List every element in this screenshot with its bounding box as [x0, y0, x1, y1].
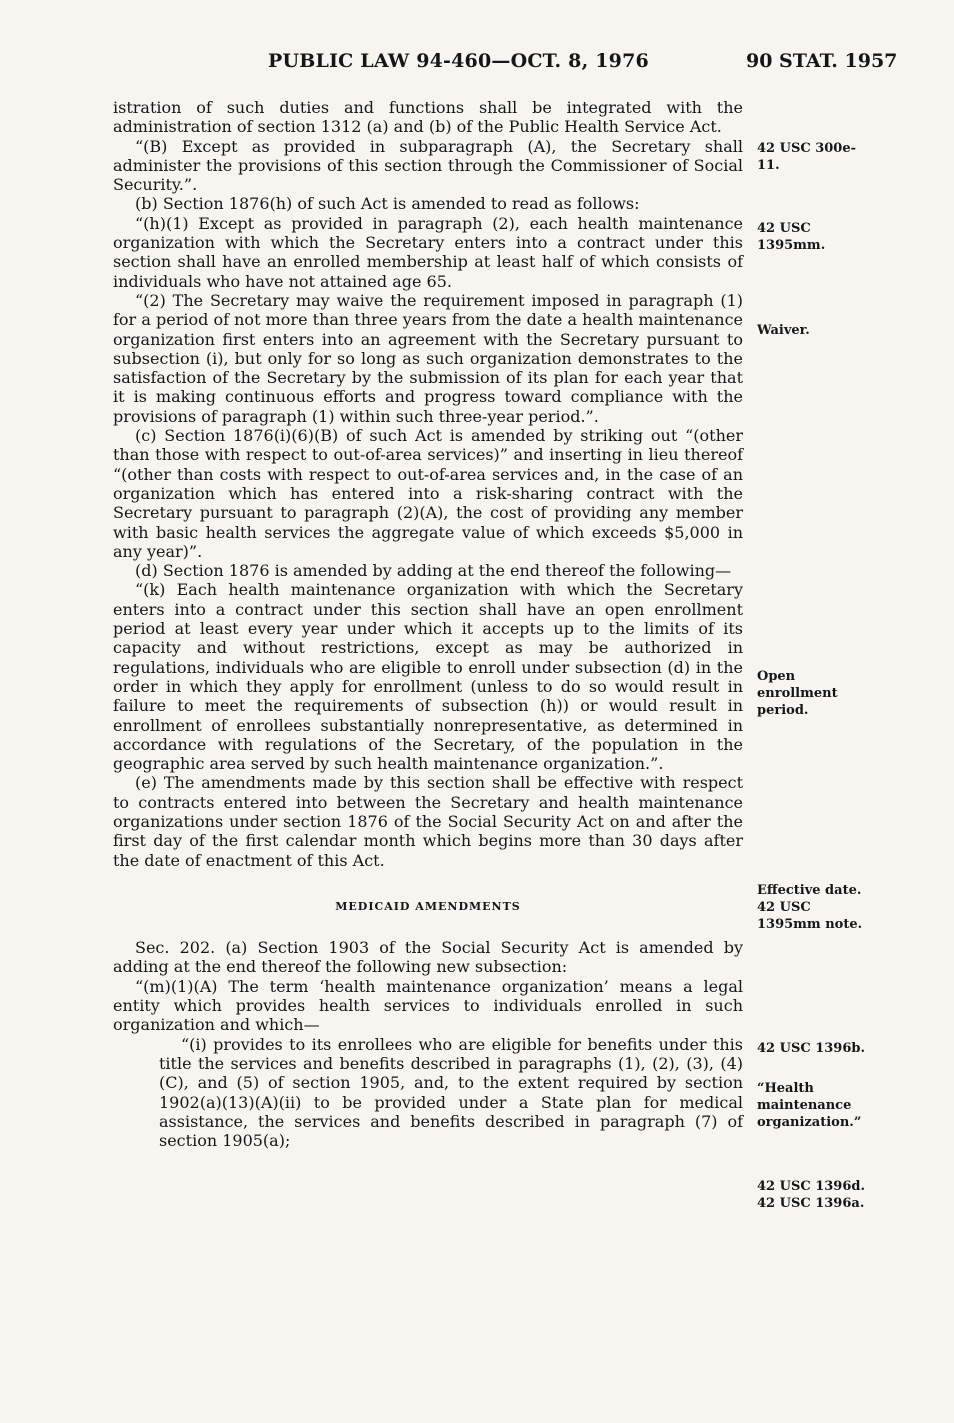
margin-note-300e: 42 USC 300e-11. — [757, 141, 857, 173]
margin-note-waiver: Waiver. — [757, 323, 810, 338]
paragraph-section-b: (b) Section 1876(h) of such Act is amended to read as follows: — [135, 194, 640, 214]
margin-note-1396d-1396a: 42 USC 1396d. 42 USC 1396a. — [757, 1179, 866, 1211]
page-header — [0, 50, 954, 80]
paragraph-k: “(k) Each health maintenance organization with which the Secretary enters into a contract under this section shall have an open enrollment period at least every year under which it accepts up to the limits of its capacity and without restrictions, except as may be authorized in regulations, individuals who are eligible to enroll under subsection (d) in the order in which they apply for enrollment (unless to do so would result in failure to meet the requirements of subsection (h)) or would result in enrollment of enrollees substantially nonrepresentative, as determined in accordance with regulations of the Secretary, of the population in the geographic area served by such health maintenance organization.”. — [113, 580, 743, 774]
paragraph-sec-202: Sec. 202. (a) Section 1903 of the Social Security Act is amended by adding at the end thereof the following new subsection: — [113, 938, 743, 977]
paragraph-continuation: istration of such duties and functions shall be integrated with the administration of section 1312 (a) and (b) of the Public Health Service Act. — [113, 98, 743, 137]
margin-note-hmo-definition: “Health maintenance organization.” — [757, 1081, 862, 1130]
paragraph-clause-i: “(i) provides to its enrollees who are eligible for benefits under this title the services and benefits described in paragraphs (1), (2), (3), (4)(C), and (5) of section 1905, and, to the extent required by section 1902(a)(13)(A)(ii) to be provided under a State plan for medical assistance, the services and benefits described in paragraph (7) of section 1905(a); — [159, 1034, 743, 1151]
margin-note-1396b: 42 USC 1396b. — [757, 1041, 866, 1056]
paragraph-h2: “(2) The Secretary may waive the requirement imposed in paragraph (1) for a period of not more than three years from the date a health maintenance organization first enters into an agreement with the Secretary pursuant to subsection (i), but only for so long as such organization demonstrates to the satisfaction of the Secretary by the submission of its plan for each year that it is making continuous efforts and progress toward compliance with the provisions of paragraph (1) within such three-year period.”. — [113, 290, 743, 426]
paragraph-subparagraph-b: “(B) Except as provided in subparagraph (A), the Secretary shall administer the provisions of this section through the Commissioner of Social Security.”. — [113, 136, 743, 195]
margin-note-effective-date: Effective date. 42 USC 1395mm note. — [757, 883, 863, 932]
paragraph-section-e: (e) The amendments made by this section shall be effective with respect to contracts entered into between the Secretary and health maintenance organizations under section 1876 of the Social Security Act on and after the first day of the first calendar month which begins more than 30 days after the date of enactment of this Act. — [113, 773, 743, 870]
statute-page-number: 90 STAT. 1957 — [746, 50, 898, 72]
paragraph-section-c: (c) Section 1876(i)(6)(B) of such Act is amended by striking out “(other than those with respect to out-of-area services)” and inserting in lieu thereof “(other than costs with respect to out-of-area services and, in the case of an organization which has entered into a risk-sharing contract with the Secretary pursuant to paragraph (2)(A), the cost of providing any member with basic health services the aggregate value of which exceeds $5,000 in any year)”. — [113, 426, 743, 561]
paragraph-m1a: “(m)(1)(A) The term ‘health maintenance organization’ means a legal entity which provides health services to individuals enrolled in such organization and which— — [113, 976, 743, 1035]
running-head-title: PUBLIC LAW 94-460—OCT. 8, 1976 — [268, 50, 649, 72]
margin-note-1395mm: 42 USC 1395mm. — [757, 221, 826, 253]
section-heading: MEDICAID AMENDMENTS — [335, 899, 521, 913]
margin-note-open-enrollment: Open enrollment period. — [757, 669, 838, 718]
paragraph-h1: “(h)(1) Except as provided in paragraph (2), each health maintenance organization with which the Secretary enters into a contract under this section shall have an enrolled membership at least half of which consists of individuals who have not attained age 65. — [113, 213, 743, 291]
paragraph-section-d: (d) Section 1876 is amended by adding at the end thereof the following— — [135, 561, 732, 581]
main-text — [113, 98, 743, 1150]
